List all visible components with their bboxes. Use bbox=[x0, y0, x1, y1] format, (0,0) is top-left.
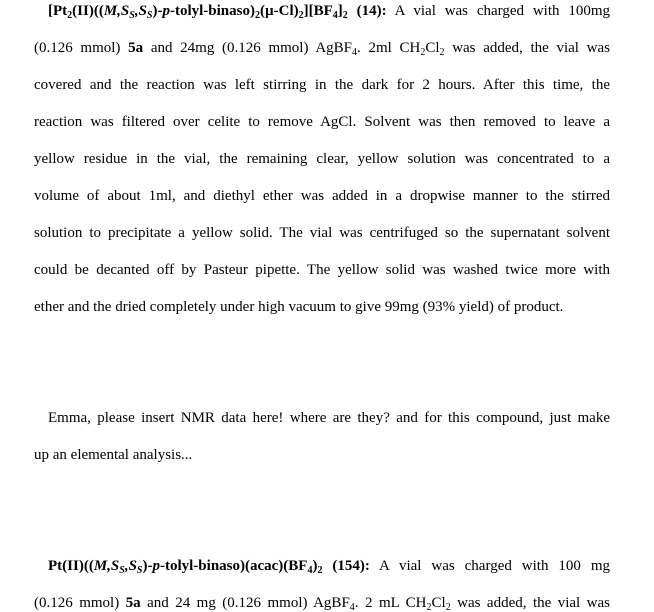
compound-14-line-1-text: A vial was charged with 100mg bbox=[386, 3, 610, 19]
compound-14-line-8: could be decanted off by Pasteur pipette. The yellow solid was washed twice more with bbox=[34, 262, 610, 278]
compound-154-heading-line bbox=[48, 556, 610, 576]
compound-14-line-6: volume of about 1ml, and diethyl ether was added in a dropwise manner to the stirred bbox=[34, 188, 610, 204]
compound-14-line-2: (0.126 mmol) 5a and 24mg (0.126 mmol) AgBF$_4$. 2ml $CH_2Cl_2$ was added, the vial was bbox=[34, 40, 610, 58]
compound-14-heading: $[Pt_2(II)((M,S_S,S_S)-p-tolyl-binaso)_2(\mu-Cl)_2][BF_4]_2$ (14): bbox=[48, 3, 387, 21]
compound-14-heading-line bbox=[48, 1, 610, 21]
compound-154-heading: $Pt(II)((M,S_S,S_S)-p-tolyl-binaso)(acac)(BF_4)_2$ (154): bbox=[48, 558, 370, 576]
compound-14-line-5: yellow residue in the vial, the remaining clear, yellow solution was concentrated to a bbox=[34, 151, 610, 167]
compound-154-line-1-text: A vial was charged with 100 mg bbox=[369, 558, 610, 574]
note-line-2: up an elemental analysis... bbox=[34, 447, 193, 463]
compound-14-line-4: reaction was filtered over celite to remove AgCl. Solvent was then removed to leave a bbox=[34, 114, 610, 130]
note-line-1: Emma, please insert NMR data here! where are they? and for this compound, just make bbox=[48, 410, 610, 426]
compound-14-line-7: solution to precipitate a yellow solid. The vial was centrifuged so the supernatant solvent bbox=[34, 225, 610, 241]
compound-14-line-3: covered and the reaction was left stirring in the dark for 2 hours. After this time, the bbox=[34, 77, 610, 93]
compound-154-line-2: (0.126 mmol) 5a and 24 mg (0.126 mmol) AgBF$_4$. 2 mL $CH_2Cl_2$ was added, the vial was bbox=[34, 595, 610, 612]
compound-14-line-9: ether and the dried completely under high vacuum to give 99mg (93% yield) of product. bbox=[34, 299, 564, 315]
